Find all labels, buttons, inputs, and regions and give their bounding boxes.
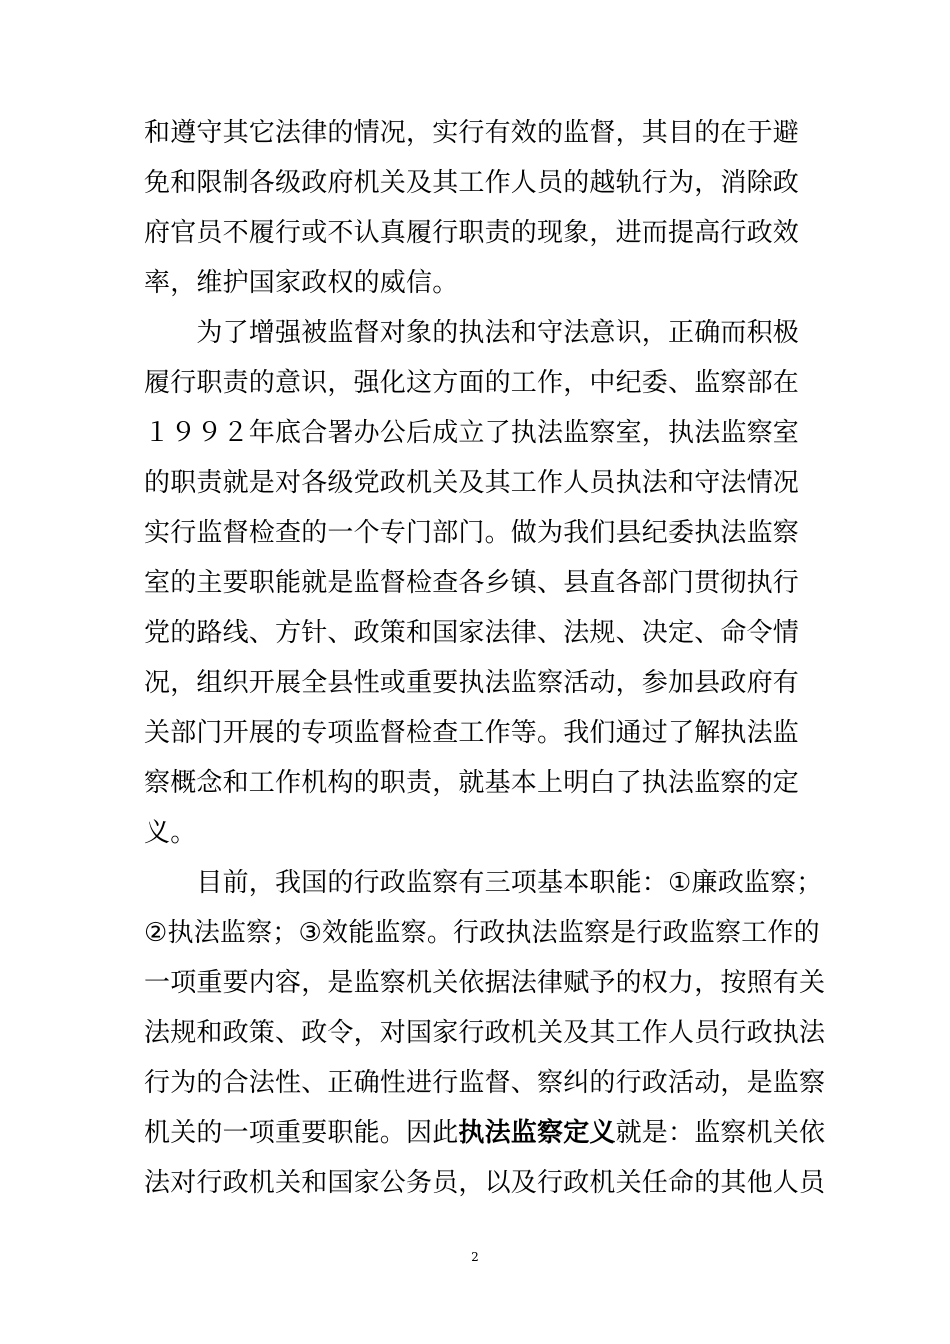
text-line: 法规和政策、政令，对国家行政机关及其工作人员行政执法 xyxy=(144,1018,826,1048)
paragraph-2 xyxy=(144,308,814,858)
text-line: 室的主要职能就是监督检查各乡镇、县直各部门贯彻执行 xyxy=(144,568,800,598)
text-line: 行为的合法性、正确性进行监督、察纠的行政活动，是监察 xyxy=(144,1068,826,1098)
text-line: 履行职责的意识，强化这方面的工作，中纪委、监察部在 xyxy=(144,368,800,398)
text-line: ②执法监察；③效能监察。行政执法监察是行政监察工作的 xyxy=(144,918,820,948)
paragraph-1 xyxy=(144,108,814,308)
text-line: 关部门开展的专项监督检查工作等。我们通过了解执法监 xyxy=(144,718,800,748)
text-line: 实行监督检查的一个专门部门。做为我们县纪委执法监察 xyxy=(144,518,800,548)
text-line: 察概念和工作机构的职责，就基本上明白了执法监察的定 xyxy=(144,768,800,798)
page-number: 2 xyxy=(471,1250,479,1264)
text-segment: 机关的一项重要职能。因此 xyxy=(144,1118,459,1148)
text-line: 和遵守其它法律的情况，实行有效的监督，其目的在于避 xyxy=(144,118,800,148)
text-line: 目前，我国的行政监察有三项基本职能：①廉政监察； xyxy=(144,868,823,898)
text-line: 为了增强被监督对象的执法和守法意识，正确而积极 xyxy=(144,318,800,348)
text-line: 党的路线、方针、政策和国家法律、法规、决定、命令情 xyxy=(144,618,800,648)
text-segment: 就是：监察机关依 xyxy=(615,1118,826,1148)
text-line: 府官员不履行或不认真履行职责的现象，进而提高行政效 xyxy=(144,218,800,248)
text-line: 一项重要内容，是监察机关依据法律赋予的权力，按照有关 xyxy=(144,968,826,998)
text-line: 况，组织开展全县性或重要执法监察活动，参加县政府有 xyxy=(144,668,800,698)
text-line: 的职责就是对各级党政机关及其工作人员执法和守法情况 xyxy=(144,468,800,498)
text-line-with-emphasis xyxy=(144,1108,826,1158)
text-line: １９９２年底合署办公后成立了执法监察室，执法监察室 xyxy=(144,418,800,448)
text-line: 免和限制各级政府机关及其工作人员的越轨行为，消除政 xyxy=(144,168,800,198)
text-line: 义。 xyxy=(144,818,197,848)
document-body xyxy=(144,108,826,1208)
bold-term: 执法监察定义 xyxy=(458,1118,616,1148)
text-line: 法对行政机关和国家公务员，以及行政机关任命的其他人员 xyxy=(144,1168,826,1198)
text-line: 率，维护国家政权的威信。 xyxy=(144,268,459,298)
paragraph-3 xyxy=(144,858,826,1208)
